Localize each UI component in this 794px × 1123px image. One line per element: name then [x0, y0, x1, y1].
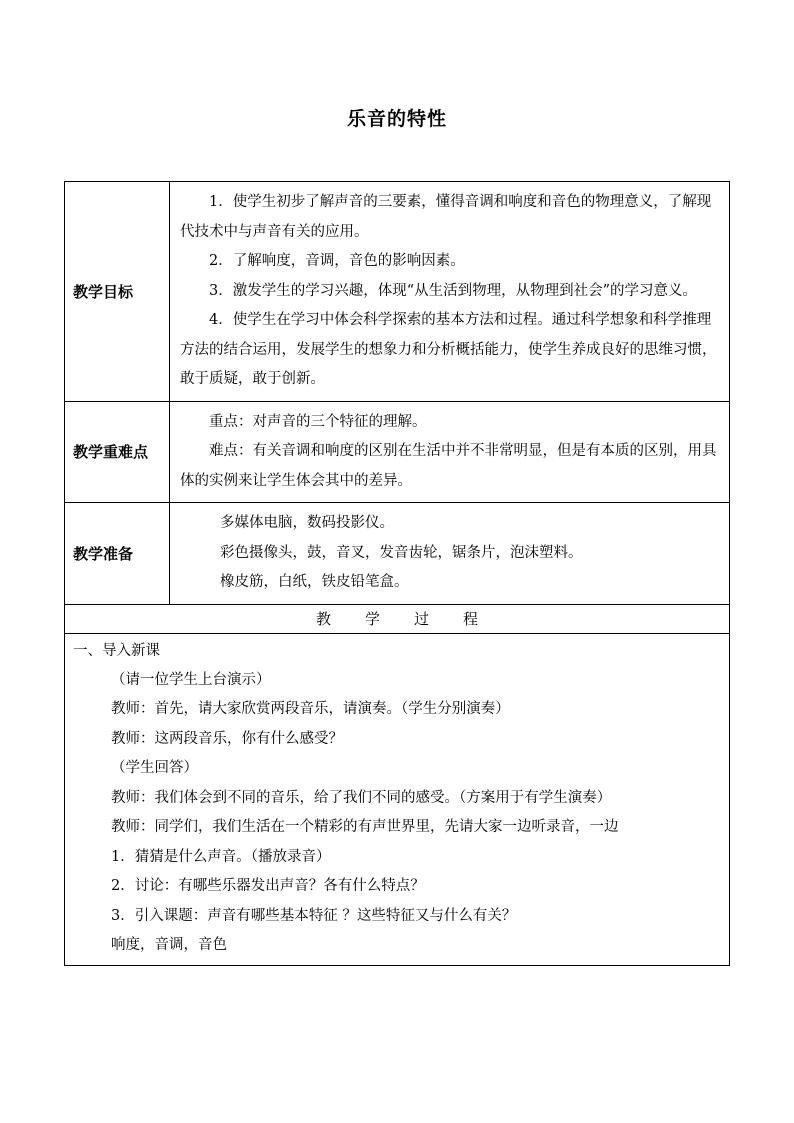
preparation-item: 多媒体电脑，数码投影仪。	[220, 515, 394, 531]
preparation-content	[170, 503, 730, 605]
key-points-row	[65, 401, 730, 503]
objective-item: 1．使学生初步了解声音的三要素，懂得音调和响度和音色的物理意义，了解现代技术中与声音有关的应用。	[180, 194, 712, 240]
process-line: 响度，音调，音色	[111, 937, 227, 953]
key-point-item: 难点：有关音调和响度的区别在生活中并不非常明显，但是有本质的区别，用具体的实例来让学生体会其中的差异。	[180, 443, 717, 489]
process-header-char: 程	[463, 610, 479, 628]
lesson-plan-table	[64, 181, 730, 966]
process-line: 2．讨论：有哪些乐器发出声音？各有什么特点？	[111, 878, 425, 894]
preparation-item: 橡皮筋，白纸，铁皮铅笔盒。	[220, 574, 409, 590]
key-points-label: 教学重难点	[65, 401, 170, 503]
process-content	[65, 633, 730, 965]
objective-item: 3．激发学生的学习兴趣，体现“从生活到物理，从物理到社会”的学习意义。	[209, 282, 698, 299]
process-header-char: 学	[364, 610, 380, 628]
process-section-heading: 一、导入新课	[73, 642, 160, 659]
process-header	[65, 604, 730, 633]
objective-item: 4．使学生在学习中体会科学探索的基本方法和过程。通过科学想象和科学推理方法的结合运用，发展学生的想象力和分析概括能力，使学生养成良好的思维习惯，敢于质疑，敢于创新。	[180, 312, 717, 387]
preparation-row	[65, 503, 730, 605]
preparation-label: 教学准备	[65, 503, 170, 605]
objectives-label: 教学目标	[65, 182, 170, 402]
process-line: （请一位学生上台演示）	[111, 671, 271, 688]
process-header-char: 教	[315, 610, 331, 628]
process-line: 教师：这两段音乐，你有什么感受？	[111, 730, 343, 747]
preparation-item: 彩色摄像头，鼓，音叉，发音齿轮，锯条片，泡沫塑料。	[220, 544, 583, 561]
page-title: 乐音的特性	[346, 108, 447, 130]
key-point-item: 重点：对声音的三个特征的理解。	[209, 413, 427, 430]
process-line: 教师：同学们，我们生活在一个精彩的有声世界里，先请大家一边听录音，一边	[111, 819, 619, 835]
objectives-row	[65, 182, 730, 402]
process-line: 1．猜猜是什么声音。（播放录音）	[111, 848, 331, 865]
process-row	[65, 633, 730, 965]
process-header-row	[65, 604, 730, 633]
process-line: 教师：首先，请大家欣赏两段音乐，请演奏。（学生分别演奏）	[111, 701, 510, 717]
objectives-content	[170, 182, 730, 402]
process-line: （学生回答）	[111, 760, 198, 776]
key-points-content	[170, 401, 730, 503]
process-line: 3．引入课题：声音有哪些基本特征 ？这些特征又与什么有关？	[111, 907, 517, 924]
process-header-char: 过	[414, 610, 430, 628]
objective-item: 2．了解响度，音调，音色的影响因素。	[209, 253, 465, 269]
process-line: 教师：我们体会到不同的音乐，给了我们不同的感受。（方案用于有学生演奏）	[111, 789, 612, 806]
